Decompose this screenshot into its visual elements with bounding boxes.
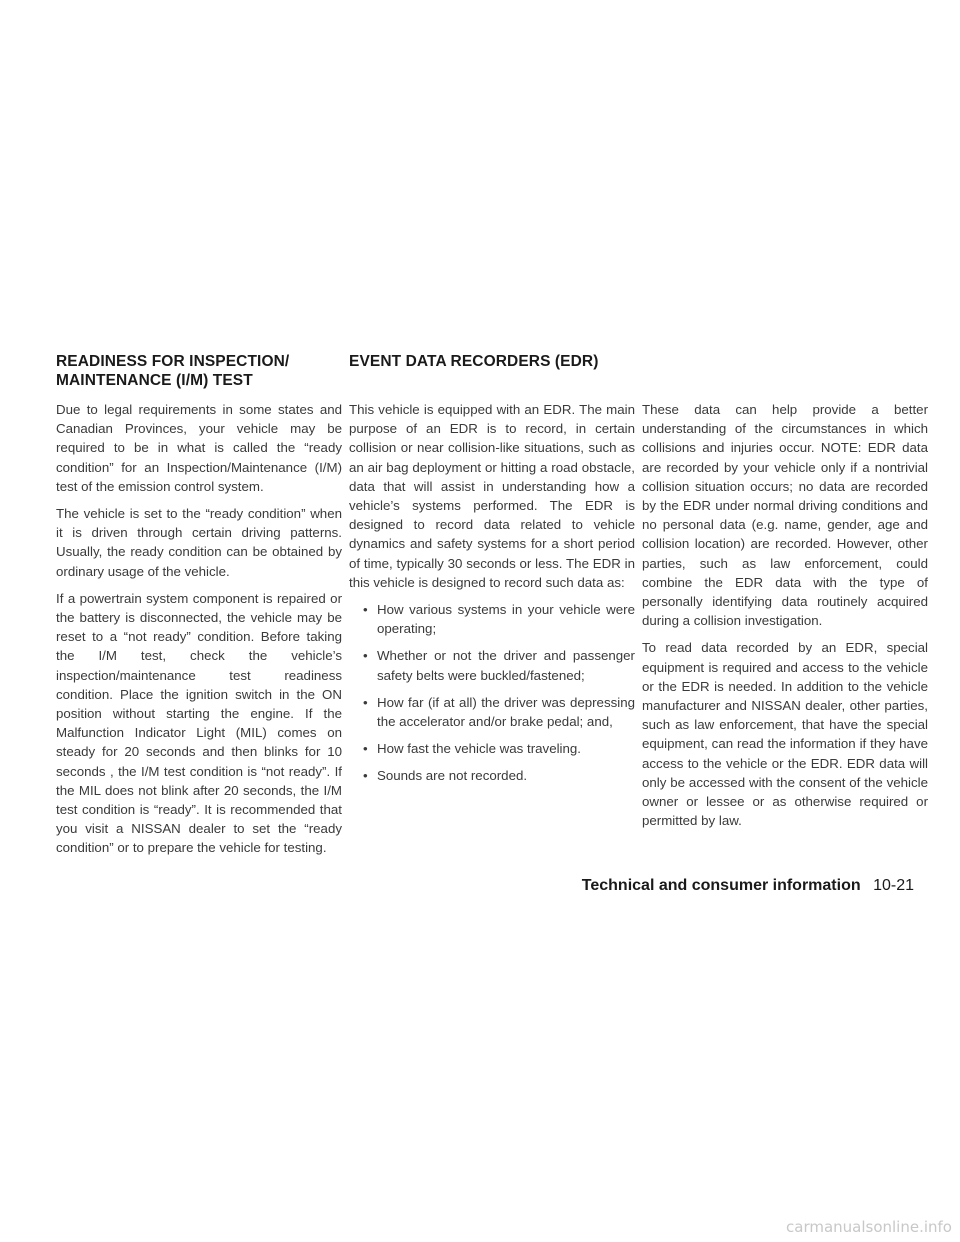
list-item: • How fast the vehicle was traveling. — [349, 739, 635, 758]
section-heading-im-test — [56, 352, 289, 390]
paragraph: Due to legal requirements in some states and Canadian Provinces, your vehicle may be required to be in what is called the “ready condition” for an Inspection/Maintenance (I/M) test of the emission control system. — [56, 402, 342, 494]
list-item: • How far (if at all) the driver was depressing the accelerator and/or brake pedal; and, — [349, 693, 635, 731]
list-item: • Whether or not the driver and passenger safety belts were buckled/fastened; — [349, 646, 635, 684]
footer-section-title: Technical and consumer information — [581, 877, 861, 894]
list-item: • How various systems in your vehicle were operating; — [349, 600, 635, 638]
paragraph: These data can help provide a better understanding of the circumstances in which collisions and injuries occur. NOTE: EDR data are recorded by your vehicle only if a nontrivial collision situation occurs; no data are recorded by the EDR under normal driving conditions and no personal data (e.g. name, gender, age and collision location) are recorded. However, other parties, such as law enforcement, could combine the EDR data with the type of personally identifying data routinely acquired during a collision investigation. — [642, 402, 928, 629]
section-heading-line-1: READINESS FOR INSPECTION/ — [56, 353, 290, 370]
page-footer — [582, 876, 914, 896]
paragraph: The vehicle is set to the “ready condition” when it is driven through certain driving patterns. Usually, the ready condition can be obtained by ordinary usage of the vehicle. — [56, 506, 342, 579]
text-column-2 — [349, 400, 635, 794]
paragraph: To read data recorded by an EDR, special equipment is required and access to the vehicle or the EDR is needed. In addition to the vehicle manufacturer and NISSAN dealer, other parties, such as law enforcement, that have the special equipment, can read the information if they have access to the vehicle or the EDR. EDR data will only be accessed with the consent of the vehicle owner or lessee or as otherwise required or permitted by law. — [642, 640, 928, 829]
paragraph: This vehicle is equipped with an EDR. The main purpose of an EDR is to record, in certain collision or near collision-like situations, such as an air bag deployment or hitting a road obstacle, data that will assist in understanding how a vehicle’s systems performed. The EDR is designed to record data related to vehicle dynamics and safety systems for a short period of time, typically 30 seconds or less. The EDR in this vehicle is designed to record such data as: — [349, 402, 635, 590]
section-heading-line-2: MAINTENANCE (I/M) TEST — [56, 372, 253, 389]
paragraph: If a powertrain system component is repaired or the battery is disconnected, the vehicle may be reset to a “not ready” condition. Before taking the I/M test, check the vehicle’s inspection/maintenance test readiness condition. Place the ignition switch in the ON position without starting the engine. If the Malfunction Indicator Light (MIL) comes on steady for 20 seconds and then blinks for 10 seconds , the I/M test condition is “not ready”. If the MIL does not blink after 20 seconds, the I/M test condition is “ready”. It is recommended that you visit a NISSAN dealer to set the “ready condition” or to prepare the vehicle for testing. — [56, 590, 342, 856]
page-number: 10-21 — [873, 877, 914, 894]
text-column-3 — [642, 400, 928, 838]
bullet-list — [349, 600, 635, 786]
text-column-1 — [56, 400, 342, 866]
list-item: • Sounds are not recorded. — [349, 766, 635, 785]
watermark: carmanualsonline.info — [786, 1218, 952, 1236]
section-heading-edr: EVENT DATA RECORDERS (EDR) — [349, 353, 599, 370]
